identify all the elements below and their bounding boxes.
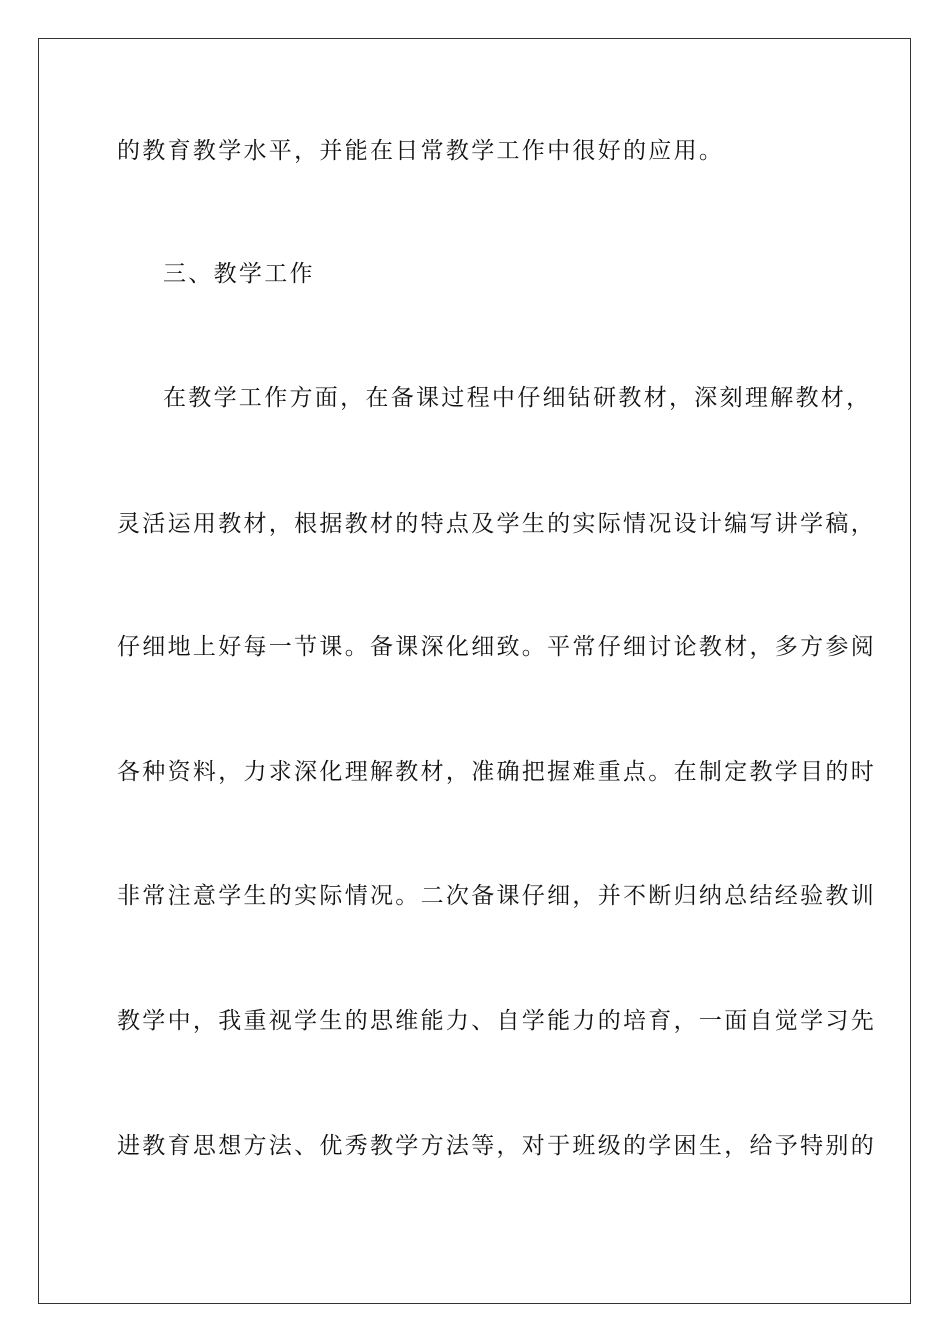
paragraph-line: 进教育思想方法、优秀教学方法等，对于班级的学困生，给予特别的: [117, 1133, 876, 1159]
paragraph-line: 各种资料，力求深化理解教材，准确把握难重点。在制定教学目的时: [117, 759, 876, 785]
paragraph-line: 教学中，我重视学生的思维能力、自学能力的培育，一面自觉学习先: [117, 1008, 876, 1034]
paragraph-line: 的教育教学水平，并能在日常教学工作中很好的应用。: [117, 138, 725, 164]
paragraph-line: 在教学工作方面，在备课过程中仔细钻研教材，深刻理解教材，: [163, 385, 872, 411]
paragraph-line: 灵活运用教材，根据教材的特点及学生的实际情况设计编写讲学稿，: [117, 511, 876, 537]
paragraph-line: 仔细地上好每一节课。备课深化细致。平常仔细讨论教材，多方参阅: [117, 634, 876, 660]
paragraph-line: 非常注意学生的实际情况。二次备课仔细，并不断归纳总结经验教训: [117, 883, 876, 909]
section-heading: 三、教学工作: [163, 261, 315, 287]
page-frame: [38, 38, 911, 1304]
